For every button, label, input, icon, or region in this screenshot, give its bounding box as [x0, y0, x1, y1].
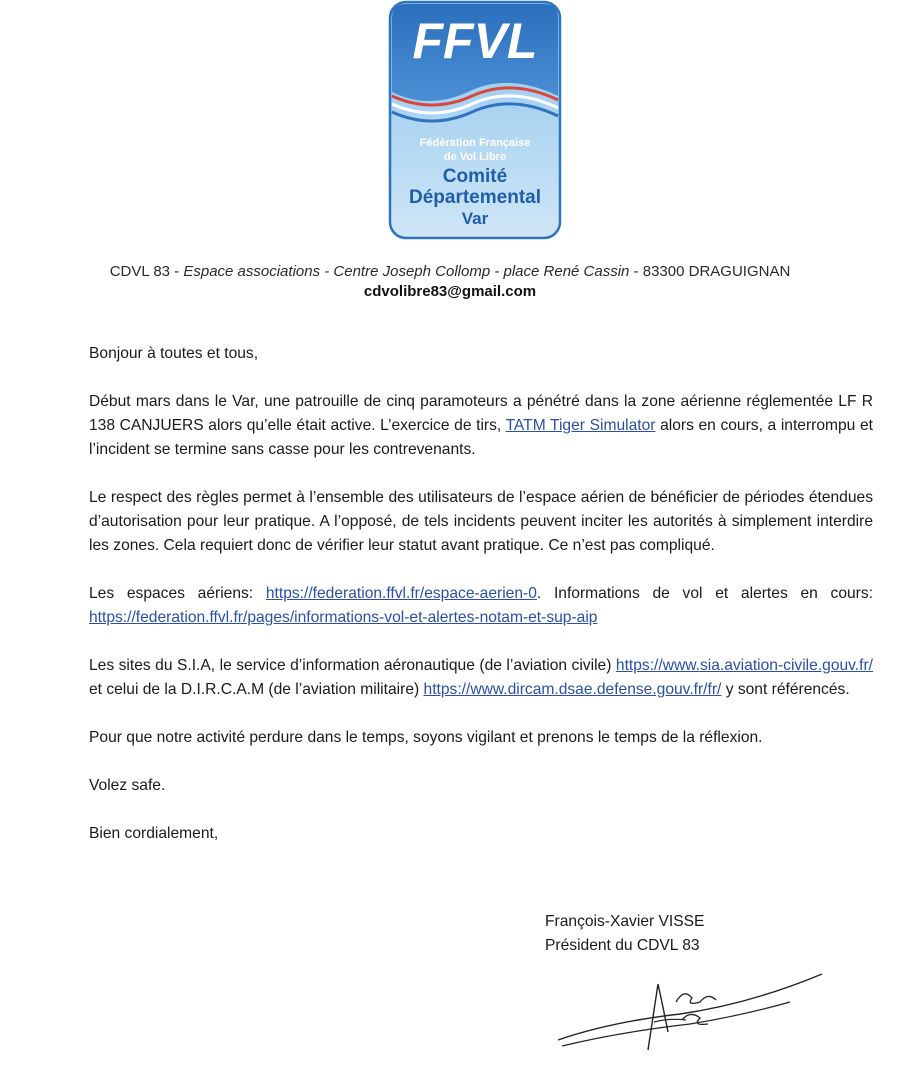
logo-line3: Comité	[442, 166, 508, 187]
logo-line5: Var	[461, 209, 489, 228]
sites-text-3: y sont référencés.	[721, 681, 850, 698]
handwritten-signature	[550, 962, 830, 1062]
closing: Bien cordialement,	[89, 825, 219, 842]
tatm-link[interactable]: TATM Tiger Simulator	[505, 417, 656, 434]
sia-link[interactable]: https://www.sia.aviation-civile.gouv.fr/	[615, 657, 873, 674]
flight-info-label: . Informations de vol et alertes en cours:	[536, 585, 873, 602]
paragraph-safe: Volez safe.	[89, 777, 166, 794]
dircam-link[interactable]: https://www.dircam.dsae.defense.gouv.fr/fr/	[423, 681, 722, 698]
incident-text-end: alors en cours, a interrompu et l’incident se termine sans casse pour les contrevenants.	[89, 417, 873, 458]
logo-line2: de Vol Libre	[443, 151, 507, 163]
paragraph-incident	[89, 390, 873, 462]
paragraph-vigilance: Pour que notre activité perdure dans le temps, soyons vigilant et prenons le temps de la réflexion.	[89, 729, 763, 746]
logo-line4: Départemental	[409, 187, 541, 208]
org-name: CDVL 83 -	[109, 263, 184, 280]
incident-text: Début mars dans le Var, une patrouille de cinq paramoteurs a pénétré dans la zone aérienne réglementée LF R 138 CANJUERS alors qu’elle était active. L’exercice de tirs,	[89, 393, 873, 434]
signer-role: Président du CDVL 83	[545, 937, 700, 954]
airspace-link[interactable]: https://federation.ffvl.fr/espace-aerien-0	[265, 585, 537, 602]
letterhead	[0, 262, 900, 302]
greeting: Bonjour à toutes et tous,	[89, 345, 259, 362]
sites-text-2: et celui de la D.I.R.C.A.M (de l’aviation militaire)	[89, 681, 424, 698]
address-line	[0, 262, 900, 282]
signature-block	[545, 910, 704, 958]
paragraph-sites	[89, 654, 873, 702]
paragraph-airspace	[89, 582, 873, 630]
signer-name: François-Xavier VISSE	[545, 913, 705, 930]
paragraph-rules: Le respect des règles permet à l’ensemble des utilisateurs de l’espace aérien de bénéficier de périodes étendues d’autorisation pour leur pratique. A l’opposé, de tels incidents peuvent inciter les autorités à simplement interdire les zones. Cela requiert donc de vérifier leur statut avant pratique. Ce n’est pas compliqué.	[89, 489, 873, 554]
logo-title: FFVL	[412, 13, 538, 69]
address-city: - 83300 DRAGUIGNAN	[629, 263, 791, 280]
contact-email: cdvolibre83@gmail.com	[363, 283, 537, 300]
sites-text: Les sites du S.I.A, le service d’information aéronautique (de l’aviation civile)	[89, 657, 616, 674]
airspace-label: Les espaces aériens:	[89, 585, 266, 602]
logo-line1: Fédération Française	[419, 137, 531, 149]
flight-info-link[interactable]: https://federation.ffvl.fr/pages/informations-vol-et-alertes-notam-et-sup-aip	[89, 609, 598, 626]
letter-body	[89, 342, 873, 870]
address-italic: Espace associations - Centre Joseph Collomp - place René Cassin	[183, 263, 630, 280]
ffvl-logo	[388, 0, 562, 240]
